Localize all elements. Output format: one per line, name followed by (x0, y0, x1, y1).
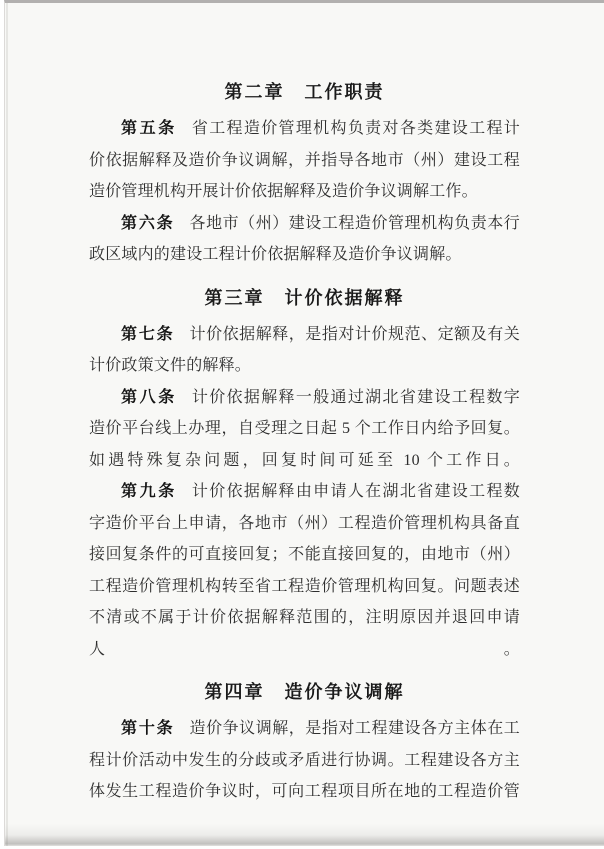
chapter-heading: 第二章 工作职责 (224, 82, 385, 102)
text-line: 造价平台线上办理，自受理之日起 5 个工作日内给予回复。 (89, 420, 520, 437)
text-line (89, 113, 520, 145)
article-number: 第五条 (121, 120, 177, 137)
chapter-heading: 第四章 造价争议调解 (204, 682, 405, 702)
text-line-content: 计价依据解释，是指对计价规范、定额及有关 (189, 325, 520, 343)
text-line (89, 319, 520, 351)
article-number: 第十条 (121, 720, 175, 737)
text-line (89, 476, 520, 508)
text-line: 程计价活动中发生的分歧或矛盾进行协调。工程建设各方主 (89, 751, 520, 769)
text-line-content: 造价争议调解，是指对工程建设各方主体在工 (189, 720, 520, 737)
article-paragraph (89, 382, 520, 477)
article-number: 第七条 (121, 325, 175, 343)
text-line: 不清或不属于计价依据解释范围的，注明原因并退回申请人。 (89, 609, 520, 658)
text-line: 政区域内的建设工程计价依据解释及造价争议调解。 (89, 246, 462, 263)
article-paragraph (89, 476, 520, 665)
text-line-content: 计价依据解释一般通过湖北省建设工程数字 (191, 388, 520, 406)
text-line-content: 计价依据解释由申请人在湖北省建设工程数 (191, 483, 520, 500)
article-paragraph (89, 713, 520, 808)
article-paragraph (89, 319, 520, 382)
chapter-heading: 第三章 计价依据解释 (204, 287, 405, 308)
text-line: 价依据解释及造价争议调解，并指导各地市（州）建设工程 (89, 151, 520, 169)
text-line-content: 各地市（州）建设工程造价管理机构负责本行 (189, 214, 520, 232)
text-line-content: 省工程造价管理机构负责对各类建设工程计 (191, 120, 520, 137)
article-number: 第八条 (121, 388, 177, 406)
text-line (89, 713, 520, 745)
article-number: 第六条 (121, 214, 175, 232)
text-line: 计价政策文件的解释。 (89, 357, 252, 374)
text-line (89, 382, 520, 414)
text-line: 接回复条件的可直接回复；不能直接回复的，由地市（州） (89, 546, 520, 563)
article-paragraph (89, 208, 520, 271)
document-page (4, 0, 604, 846)
document-body (5, 3, 604, 808)
text-line: 造价管理机构开展计价依据解释及造价争议调解工作。 (89, 183, 478, 200)
article-number: 第九条 (121, 483, 177, 500)
text-line: 工程造价管理机构转至省工程造价管理机构回复。问题表述 (89, 577, 520, 595)
article-paragraph (89, 113, 520, 208)
text-line: 如遇特殊复杂问题，回复时间可延至 10 个工作日。 (89, 451, 520, 469)
text-line: 体发生工程造价争议时，可向工程项目所在地的工程造价管 (89, 783, 520, 800)
text-line (89, 208, 520, 240)
text-line: 字造价平台上申请，各地市（州）工程造价管理机构具备直 (89, 514, 520, 532)
